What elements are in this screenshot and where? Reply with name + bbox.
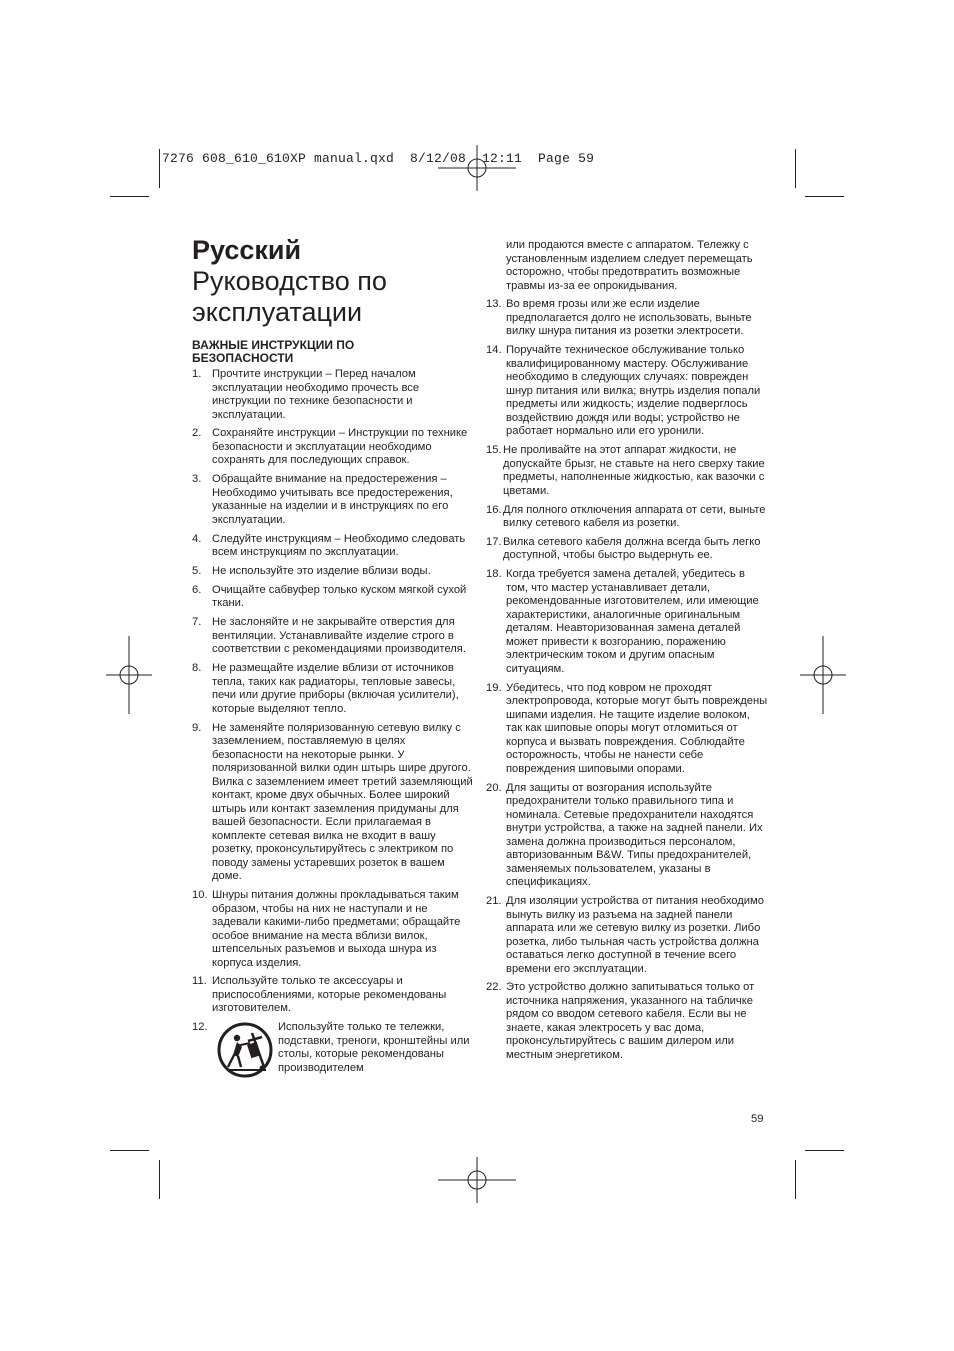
item-number: 6. (192, 583, 202, 596)
item-number: 22. (486, 981, 502, 994)
crop-mark-bottom-right-vertical (795, 1160, 796, 1199)
list-item (486, 298, 768, 339)
item-number: 2. (192, 427, 202, 440)
crop-mark-top-right-vertical (795, 149, 796, 188)
list-item (486, 504, 768, 531)
list-item (486, 568, 768, 676)
list-item (192, 662, 474, 716)
cart-tip-over-warning-icon (212, 1021, 278, 1079)
item-number: 12. (192, 1021, 208, 1034)
safety-instructions-heading: ВАЖНЫЕ ИНСТРУКЦИИ ПО БЕЗОПАСНОСТИ (192, 338, 355, 365)
registration-mark-left (106, 636, 152, 714)
list-item (192, 584, 474, 611)
item-text: Не проливайте на этот аппарат жидкости, не допускайте брызг, не ставьте на него сверху такие предметы, наполненные жидкостью, как вазочки с цветами. (503, 444, 765, 497)
list-item (192, 722, 474, 884)
crop-mark-top-left-vertical (159, 149, 160, 188)
item-number: 9. (192, 721, 202, 734)
registration-mark-top (438, 145, 516, 191)
item-number: 15. (486, 444, 502, 457)
item-number: 10. (192, 889, 208, 902)
item-number: 19. (486, 681, 502, 694)
item-text: Используйте только те аксессуары и приспособлениями, которые рекомендованы изготовителем. (212, 975, 447, 1015)
item-number: 13. (486, 298, 502, 311)
registration-mark-bottom (438, 1157, 516, 1203)
list-item (192, 565, 474, 579)
list-item (192, 473, 474, 527)
list-item (486, 444, 768, 498)
crop-mark-top-right-horizontal (805, 196, 844, 197)
item-12-continuation: или продаются вместе с аппаратом. Тележку с установленным изделием следует перемещать осторожно, чтобы предотвратить возможные травмы из-за ее опрокидывания. (506, 239, 753, 292)
list-item (192, 533, 474, 560)
item-text: Не заслоняйте и не закрывайте отверстия для вентиляции. Устанавливайте изделие строго в соответствии с рекомендациями производителя. (212, 616, 466, 656)
list-item (486, 536, 768, 563)
item-number: 14. (486, 344, 502, 357)
item-text: Для полного отключения аппарата от сети, выньте вилку сетевого кабеля из розетки. (503, 503, 766, 530)
item-text: Следуйте инструкциям – Необходимо следовать всем инструкциям по эксплуатации. (212, 532, 466, 559)
instructions-column-right (486, 239, 768, 1068)
item-text: Для защиты от возгорания используйте предохранители только правильного типа и номинала. Сетевые предохранители находятся внутри устройства, а также на задней панели. Их замена должна производиться персоналом, авторизованным B&W. Типы предохранителей, заменяемых пользователем, указаны в спецификациях. (506, 781, 763, 889)
list-item (192, 616, 474, 657)
item-number: 16. (486, 503, 502, 516)
item-text: Убедитесь, что под ковром не проходят электропровода, которые могут быть повреждены шипами изделия. Не тащите изделие волоком, так как шиповые опоры могут отломиться от корпуса и вызвать повреждения. Соблюдайте осторожность, чтобы не нанести себе повреждения шиповыми опорами. (506, 681, 768, 775)
crop-mark-bottom-left-vertical (159, 1160, 160, 1199)
crop-mark-bottom-left-horizontal (110, 1150, 149, 1151)
item-text: Используйте только те тележки, подставки, треноги, кронштейны или столы, которые рекомендованы производителем (278, 1021, 470, 1074)
item-number: 8. (192, 662, 202, 675)
instructions-column-left (192, 368, 474, 1079)
list-item (486, 344, 768, 439)
item-text: Очищайте сабвуфер только куском мягкой сухой ткани. (212, 583, 467, 610)
item-text: Вилка сетевого кабеля должна всегда быть легко доступной, чтобы быстро выдернуть ее. (503, 535, 761, 562)
list-item (486, 895, 768, 976)
list-item (192, 975, 474, 1016)
item-text: Не размещайте изделие вблизи от источников тепла, таких как радиаторы, тепловые завесы, печи или другие приборы (включая усилители), которые выделяют тепло. (212, 662, 459, 715)
item-number: 7. (192, 616, 202, 629)
item-text: Не заменяйте поляризованную сетевую вилку с заземлением, поставляемую в целях безопасности на некоторые рынки. У поляризованной вилки один штырь шире другого. Вилка с заземлением имеет третий заземляющий контакт, кроме двух обычных. Более широкий штырь или контакт заземления придуманы для вашей безопасности. Если прилагаемая в комплекте сетевая вилка не входит в вашу розетку, проконсультируйтесь с электриком по поводу замены устаревших розеток в вашем доме. (212, 721, 473, 883)
print-slug-line: 7276 608_610_610XP manual.qxd 8/12/08 12:11 Page 59 (162, 151, 595, 166)
registration-mark-right (800, 636, 846, 714)
crop-mark-bottom-right-horizontal (805, 1150, 844, 1151)
crop-mark-top-left-horizontal (110, 196, 149, 197)
list-item (192, 368, 474, 422)
item-text: Шнуры питания должны прокладываться таким образом, чтобы на них не наступали и не задевали какими-либо предметами; обращайте особое внимание на места вблизи вилок, штепсельных разъемов и выхода шнура из корпуса изделия. (212, 889, 461, 969)
item-text: Поручайте техническое обслуживание только квалифицированному мастеру. Обслуживание необходимо в следующих случаях: поврежден шнур питания или вилка; внутрь изделия попали предметы или жидкость; изделие подверглось воздействию дождя или воды; устройство не работает нормально или его уронили. (506, 344, 761, 438)
item-text: Обращайте внимание на предостережения – Необходимо учитывать все предостережения, указанные на изделии и в инструкциях по его эксплуатации. (212, 473, 453, 526)
item-number: 17. (486, 535, 502, 548)
list-item (486, 782, 768, 890)
item-text: Прочтите инструкции – Перед началом эксплуатации необходимо прочесть все инструкции по технике безопасности и эксплуатации. (212, 368, 420, 421)
item-text: Сохраняйте инструкции – Инструкции по технике безопасности и эксплуатации необходимо сохранять для последующих справок. (212, 427, 468, 467)
document-title: Руководство по эксплуатации (192, 266, 387, 327)
item-text: Это устройство должно запитываться только от источника напряжения, указанного на табличке рядом со вводом сетевого кабеля. Если вы не знаете, какая электросеть у вас дома, проконсультируйтесь с вашим дилером или местным энергетиком. (506, 981, 755, 1061)
item-number: 4. (192, 532, 202, 545)
item-number: 1. (192, 368, 202, 380)
page-number: 59 (751, 1113, 764, 1125)
item-text: Когда требуется замена деталей, убедитесь в том, что мастер устанавливает детали, рекомендованные изготовителем, или имеющие характеристики, аналогичные оригинальным деталям. Неавторизованная замена деталей может привести к возгоранию, поражению электрическим током и другим опасным ситуациям. (506, 568, 759, 675)
item-text: Для изоляции устройства от питания необходимо вынуть вилку из разъема на задней панели аппарата или же сетевую вилку из розетки. Либо розетка, либо тыльная часть устройства должна оставаться легко доступной в течение всего времени его эксплуатации. (506, 895, 764, 975)
item-number: 3. (192, 473, 202, 486)
list-item (192, 1021, 474, 1079)
language-title: Русский (192, 235, 302, 265)
item-text: Во время грозы или же если изделие предполагается долго не использовать, выньте вилку шнура питания из розетки электросети. (506, 298, 752, 338)
list-item (486, 682, 768, 777)
item-number: 11. (192, 975, 207, 988)
item-text: Не используйте это изделие вблизи воды. (212, 565, 431, 578)
item-number: 21. (486, 895, 502, 908)
list-item (486, 981, 768, 1062)
list-item (192, 889, 474, 970)
item-number: 20. (486, 781, 502, 794)
item-number: 18. (486, 568, 502, 581)
item-number: 5. (192, 565, 202, 578)
list-item (192, 427, 474, 468)
